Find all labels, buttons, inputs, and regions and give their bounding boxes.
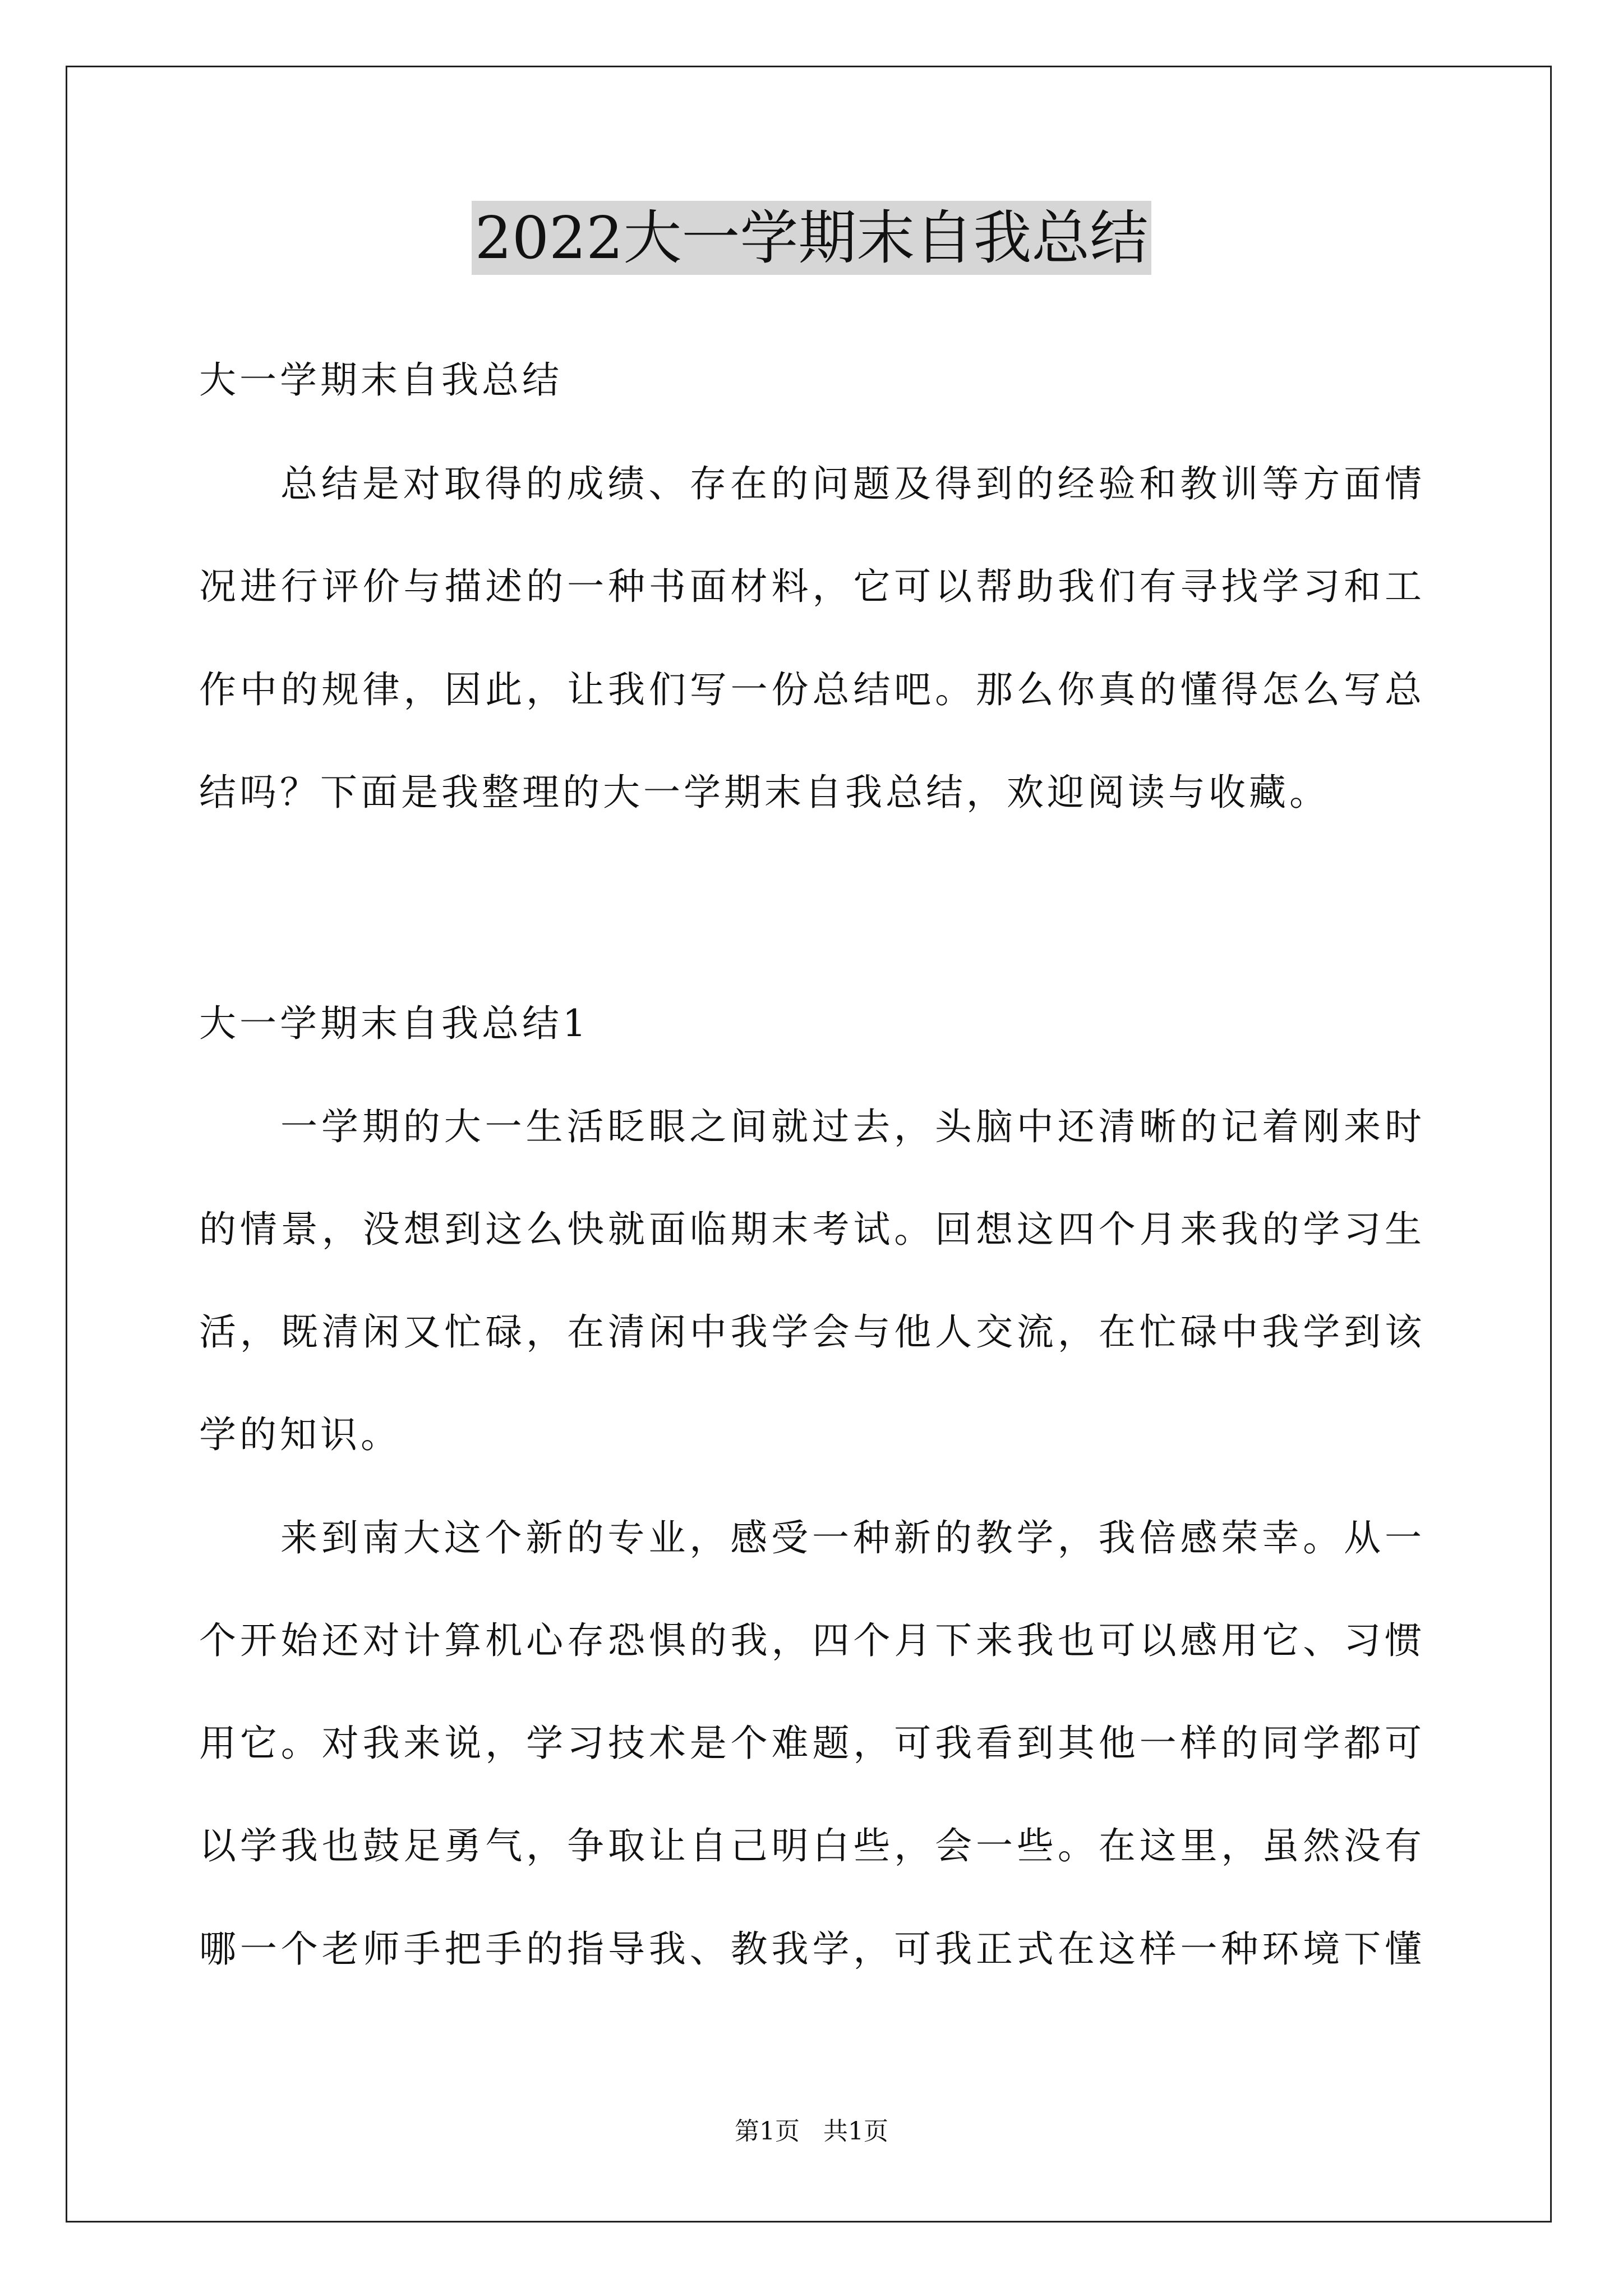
section1-para1-line-2: 的情景，没想到这么快就面临期末考试。回想这四个月来我的学习生	[199, 1208, 1422, 1251]
intro-line-4: 结吗？下面是我整理的大一学期末自我总结，欢迎阅读与收藏。	[199, 771, 1330, 814]
intro-line-3: 作中的规律，因此，让我们写一份总结吧。那么你真的懂得怎么写总	[199, 668, 1422, 711]
document-title: 2022大一学期末自我总结	[472, 201, 1152, 275]
title-container	[0, 201, 1623, 275]
section1-para2-line-5: 哪一个老师手把手的指导我、教我学，可我正式在这样一种环境下懂	[199, 1927, 1422, 1971]
section1-para1-line-4: 学的知识。	[199, 1413, 401, 1456]
section1-para1-line-3: 活，既清闲又忙碌，在清闲中我学会与他人交流，在忙碌中我学到该	[199, 1310, 1422, 1354]
section1-heading: 大一学期末自我总结1	[199, 1002, 589, 1045]
section1-para2-line-4: 以学我也鼓足勇气，争取让自己明白些，会一些。在这里，虽然没有	[199, 1824, 1422, 1867]
section1-para1-line-1: 一学期的大一生活眨眼之间就过去，头脑中还清晰的记着刚来时	[280, 1105, 1422, 1148]
intro-line-2: 况进行评价与描述的一种书面材料，它可以帮助我们有寻找学习和工	[199, 565, 1422, 608]
page-footer: 第1页 共1页	[735, 2117, 888, 2146]
subtitle-line: 大一学期末自我总结	[199, 358, 562, 402]
section1-para2-line-1: 来到南大这个新的专业，感受一种新的教学，我倍感荣幸。从一	[280, 1516, 1422, 1559]
intro-line-1: 总结是对取得的成绩、存在的问题及得到的经验和教训等方面情	[280, 462, 1422, 505]
section1-para2-line-2: 个开始还对计算机心存恐惧的我，四个月下来我也可以感用它、习惯	[199, 1619, 1422, 1662]
section1-para2-line-3: 用它。对我来说，学习技术是个难题，可我看到其他一样的同学都可	[199, 1722, 1422, 1765]
